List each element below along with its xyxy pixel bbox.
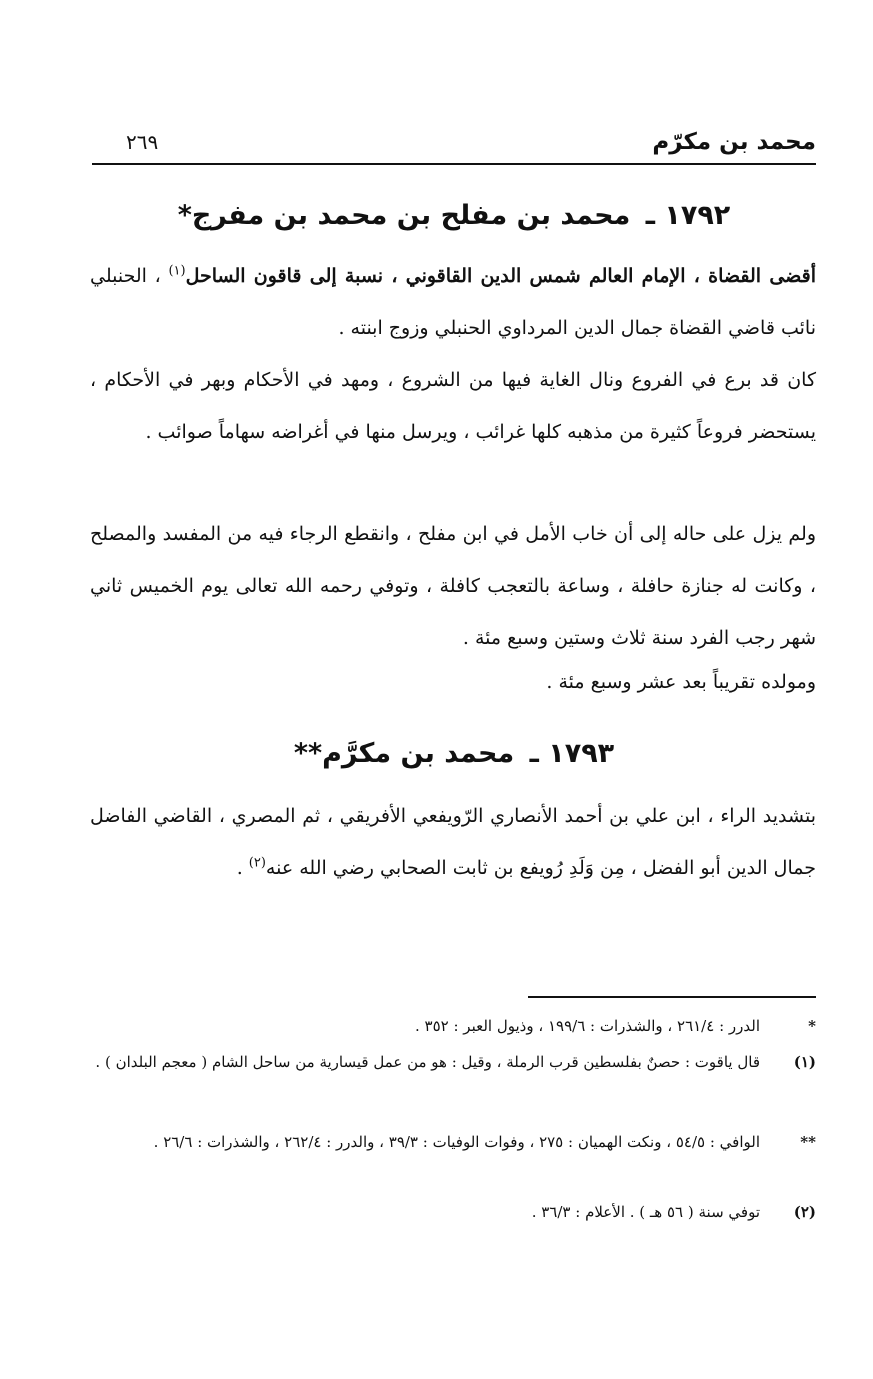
entry-1792-heading xyxy=(92,196,816,236)
entry-1793-number: ١٧٩٣ ـ xyxy=(529,738,615,769)
entry-1792-lead-rest: ، الحنبلي نائب قاضي القضاة جمال الدين المرداوي الحنبلي وزوج ابنته . xyxy=(90,265,816,339)
footnote-ref-2: (٢) xyxy=(248,855,266,871)
footnote-text: توفي سنة ( ٥٦ هـ ) . الأعلام : ٣٦/٣ . xyxy=(531,1203,760,1221)
entry-1792-paragraph-1 xyxy=(90,250,816,354)
entry-1793-text: بتشديد الراء ، ابن علي بن أحمد الأنصاري الرّويفعي الأفريقي ، ثم المصري ، القاضي الفاضل جمال الدين أبو الفضل ، مِن وَلَدِ رُويفع بن ثابت الصحابي رضي الله عنه xyxy=(90,805,816,879)
footnote-mark: ** xyxy=(800,1133,816,1151)
footnote-2 xyxy=(90,1194,816,1230)
footnote-mark: * xyxy=(808,1017,816,1035)
footnote-1 xyxy=(90,1044,816,1116)
entry-1792-paragraph-2: كان قد برع في الفروع ونال الغاية فيها من الشروع ، ومهد في الأحكام وبهر في الأحكام ، يستحضر فروعاً كثيرة من مذهبه كلها غرائب ، ويرسل منها في أغراضه سهاماً صوائب . xyxy=(90,369,816,443)
footnote-divider xyxy=(528,996,816,998)
entry-1792-number: ١٧٩٢ ـ xyxy=(645,200,731,231)
page-number: ٢٦٩ xyxy=(126,130,159,154)
footnote-text: الوافي : ٥٤/٥ ، ونكت الهميان : ٢٧٥ ، وفوات الوفيات : ٣٩/٣ ، والدرر : ٢٦٢/٤ ، والشذرات : ٢٦/٦ . xyxy=(153,1133,760,1151)
footnote-text: الدرر : ٢٦١/٤ ، والشذرات : ١٩٩/٦ ، وذيول العبر : ٣٥٢ . xyxy=(415,1017,760,1035)
footnote-double-star xyxy=(90,1124,816,1196)
entry-1793-title: محمد بن مكرَّم** xyxy=(293,738,515,769)
footnote-star xyxy=(90,1008,816,1044)
entry-1792-lead-text: أقضى القضاة ، الإمام العالم شمس الدين القاقوني ، نسبة إلى قاقون الساحل xyxy=(185,265,816,287)
running-header xyxy=(92,125,816,165)
footnote-mark: (٢) xyxy=(793,1203,816,1221)
footnote-mark: (١) xyxy=(793,1053,816,1071)
entry-1792-title: محمد بن مفلح بن محمد بن مفرج* xyxy=(177,200,631,231)
footnote-text: قال ياقوت : حصنٌ بفلسطين قرب الرملة ، وقيل : هو من عمل قيسارية من ساحل الشام ( معجم البلدان ) . xyxy=(95,1053,760,1071)
entry-1792-paragraph-3: ولم يزل على حاله إلى أن خاب الأمل في ابن مفلح ، وانقطع الرجاء فيه من المفسد والمصلح ، وكانت له جنازة حافلة ، وساعة بالتعجب كافلة ، وتوفي رحمه الله تعالى يوم الخميس ثاني شهر رجب الفرد سنة ثلاث وستين وسبع مئة . xyxy=(90,523,816,649)
entry-1793-end: . xyxy=(236,857,249,879)
entry-1793-heading xyxy=(92,734,816,774)
entry-1792-paragraph-4: ومولده تقريباً بعد عشر وسبع مئة . xyxy=(546,671,816,693)
entry-1793-paragraph-1 xyxy=(90,790,816,894)
running-title: محمد بن مكرّم xyxy=(652,129,816,155)
footnote-ref-1: (١) xyxy=(168,263,186,279)
